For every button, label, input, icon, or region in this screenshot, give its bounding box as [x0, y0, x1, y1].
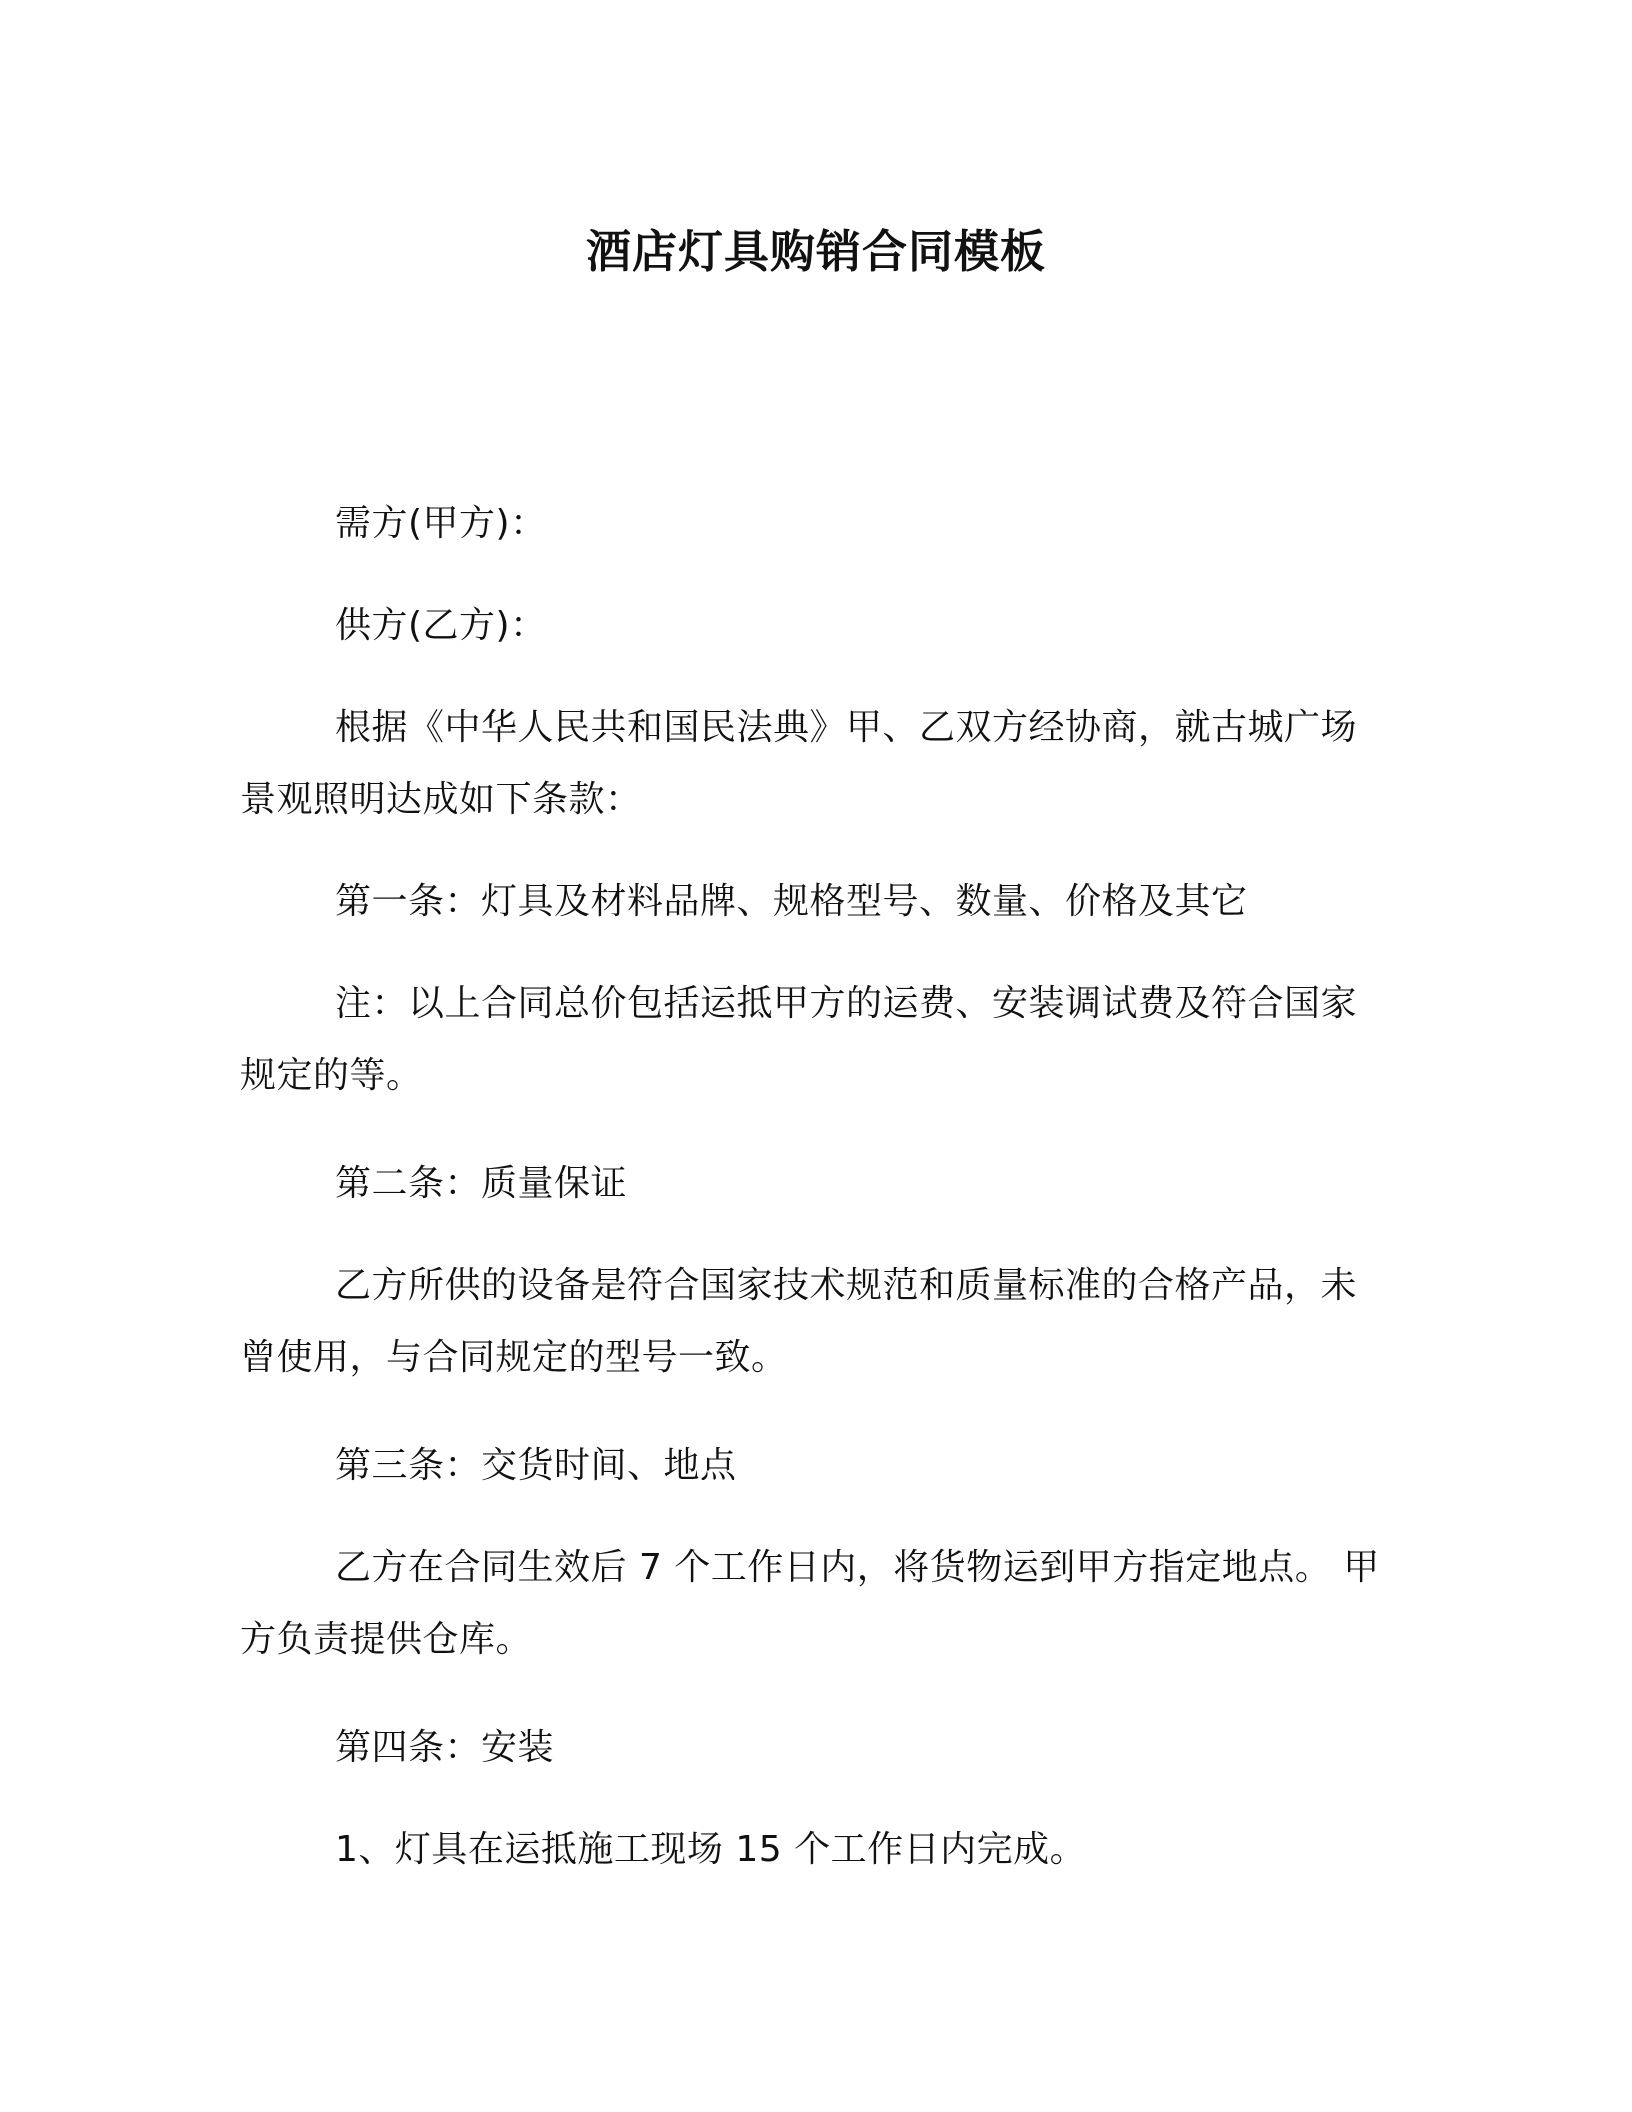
note-paragraph: 注：以上合同总价包括运抵甲方的运费、安装调试费及符合国家规定的等。	[240, 983, 1358, 1096]
article-3-heading: 第三条：交货时间、地点	[335, 1445, 737, 1486]
article-2-heading: 第二条：质量保证	[335, 1163, 628, 1204]
quality-paragraph: 乙方所供的设备是符合国家技术规范和质量标准的合格产品，未曾使用，与合同规定的型号一致。	[240, 1265, 1358, 1378]
party-b-line: 供方(乙方)：	[335, 605, 547, 646]
article-1-heading: 第一条：灯具及材料品牌、规格型号、数量、价格及其它	[335, 881, 1248, 922]
preamble-paragraph: 根据《中华人民共和国民法典》甲、乙双方经协商，就古城广场景观照明达成如下条款：	[240, 707, 1358, 820]
delivery-paragraph: 乙方在合同生效后 7 个工作日内，将货物运到甲方指定地点。 甲方负责提供仓库。	[240, 1547, 1380, 1660]
party-a-line: 需方(甲方)：	[335, 503, 547, 544]
installation-item-1: 1、灯具在运抵施工现场 15 个工作日内完成。	[335, 1829, 1087, 1870]
document-title: 酒店灯具购销合同模板	[585, 225, 1046, 278]
article-4-heading: 第四条：安装	[335, 1727, 555, 1768]
